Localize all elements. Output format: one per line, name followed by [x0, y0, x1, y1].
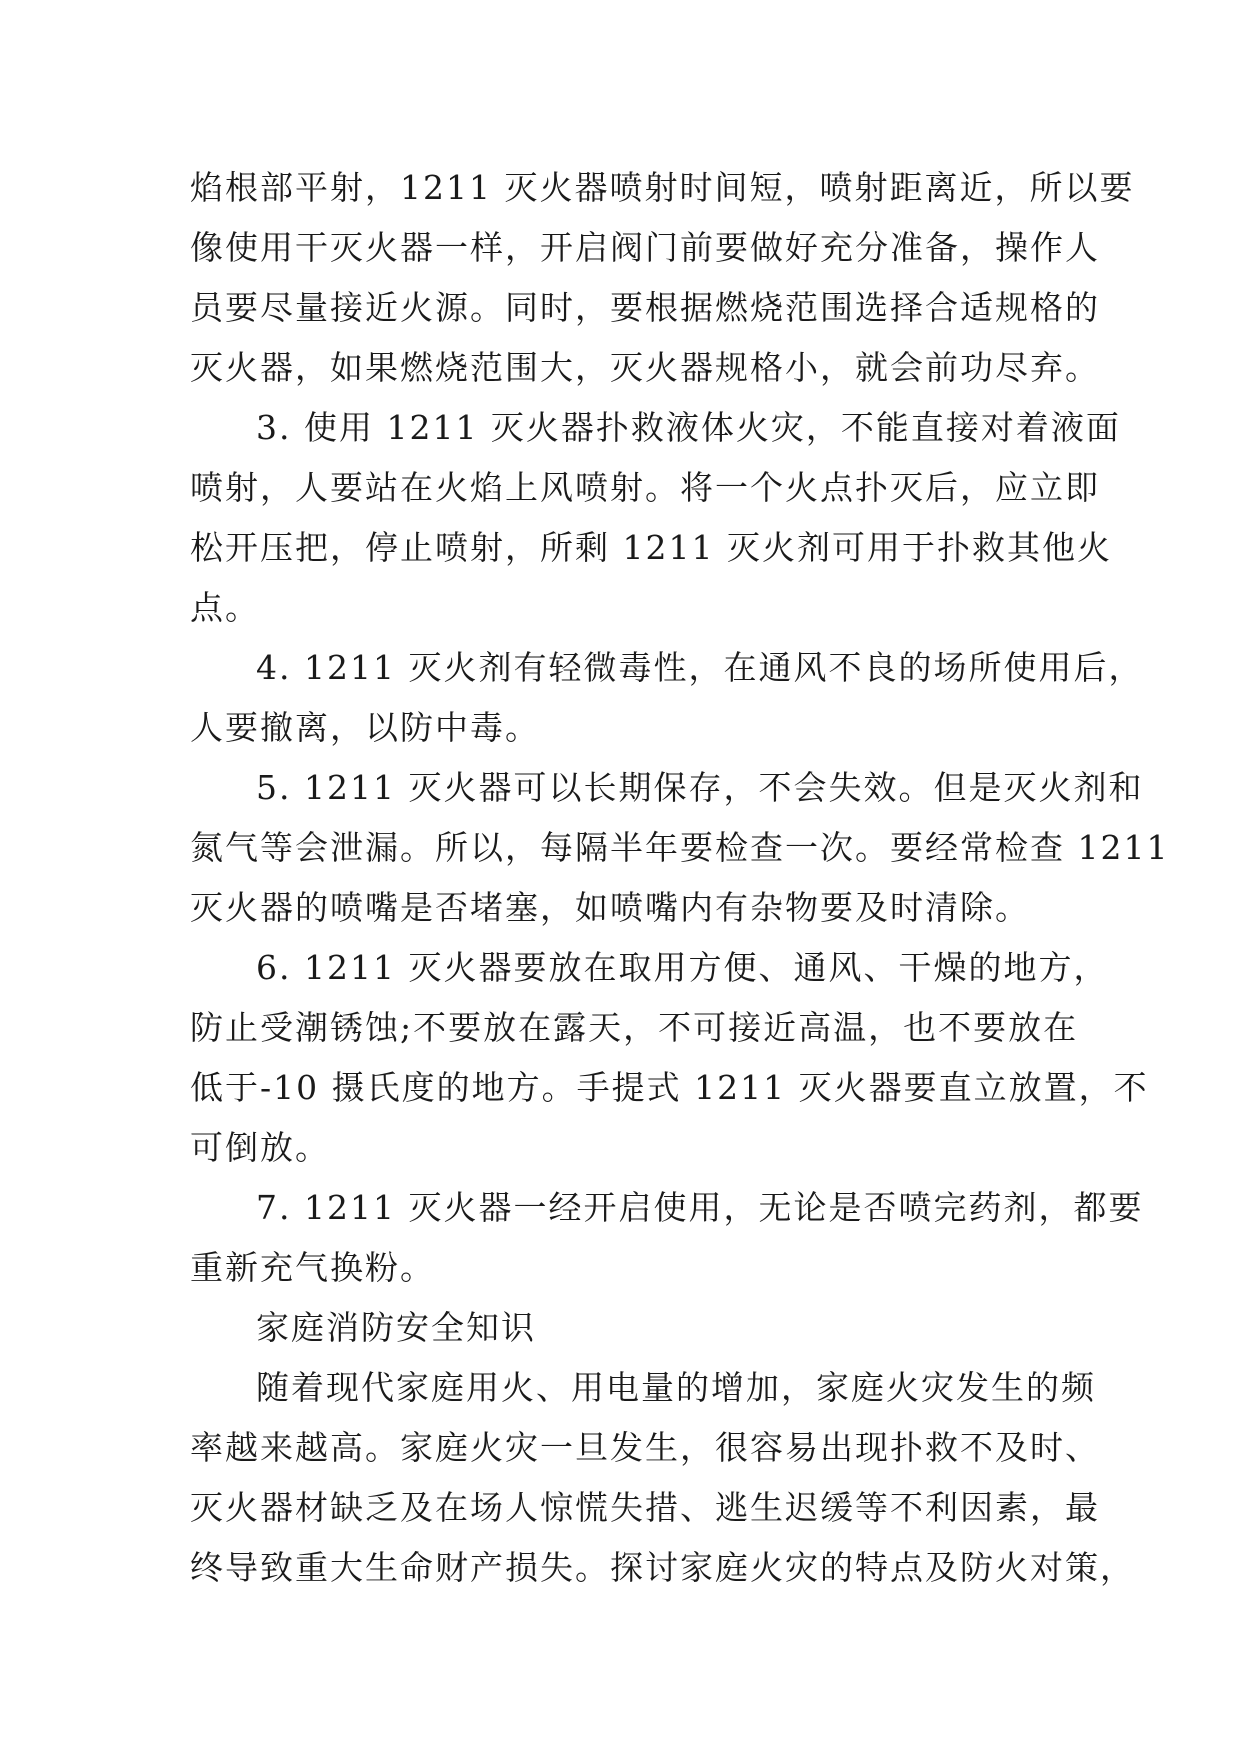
text-line: 员要尽量接近火源。同时，要根据燃烧范围选择合适规格的 [190, 288, 1100, 327]
section-heading: 家庭消防安全知识 [256, 1308, 536, 1347]
text-line: 3. 使用 1211 灭火器扑救液体火灾，不能直接对着液面 [256, 408, 1121, 447]
text-line: 低于-10 摄氏度的地方。手提式 1211 灭火器要直立放置，不 [190, 1068, 1149, 1107]
text-line: 氮气等会泄漏。所以，每隔半年要检查一次。要经常检查 1211 [190, 828, 1170, 867]
text-line: 7. 1211 灭火器一经开启使用，无论是否喷完药剂，都要 [256, 1188, 1144, 1227]
text-line: 终导致重大生命财产损失。探讨家庭火灾的特点及防火对策， [190, 1548, 1135, 1587]
text-line: 6. 1211 灭火器要放在取用方便、通风、干燥的地方， [256, 948, 1109, 987]
text-line: 点。 [190, 588, 260, 627]
text-line: 5. 1211 灭火器可以长期保存，不会失效。但是灭火剂和 [256, 768, 1144, 807]
text-line: 防止受潮锈蚀;不要放在露天，不可接近高温，也不要放在 [190, 1008, 1079, 1047]
text-line: 随着现代家庭用火、用电量的增加，家庭火灾发生的频 [256, 1368, 1096, 1407]
text-line: 焰根部平射，1211 灭火器喷射时间短，喷射距离近，所以要 [190, 168, 1135, 207]
text-line: 可倒放。 [190, 1128, 330, 1167]
text-line: 喷射，人要站在火焰上风喷射。将一个火点扑灭后，应立即 [190, 468, 1100, 507]
text-line: 率越来越高。家庭火灾一旦发生，很容易出现扑救不及时、 [190, 1428, 1100, 1467]
text-line: 灭火器材缺乏及在场人惊慌失措、逃生迟缓等不利因素，最 [190, 1488, 1100, 1527]
text-line: 灭火器，如果燃烧范围大，灭火器规格小，就会前功尽弃。 [190, 348, 1100, 387]
text-line: 人要撤离，以防中毒。 [190, 708, 540, 747]
text-line: 灭火器的喷嘴是否堵塞，如喷嘴内有杂物要及时清除。 [190, 888, 1030, 927]
text-line: 4. 1211 灭火剂有轻微毒性，在通风不良的场所使用后， [256, 648, 1144, 687]
text-line: 像使用干灭火器一样，开启阀门前要做好充分准备，操作人 [190, 228, 1100, 267]
text-line: 重新充气换粉。 [190, 1248, 435, 1287]
text-line: 松开压把，停止喷射，所剩 1211 灭火剂可用于扑救其他火 [190, 528, 1112, 567]
